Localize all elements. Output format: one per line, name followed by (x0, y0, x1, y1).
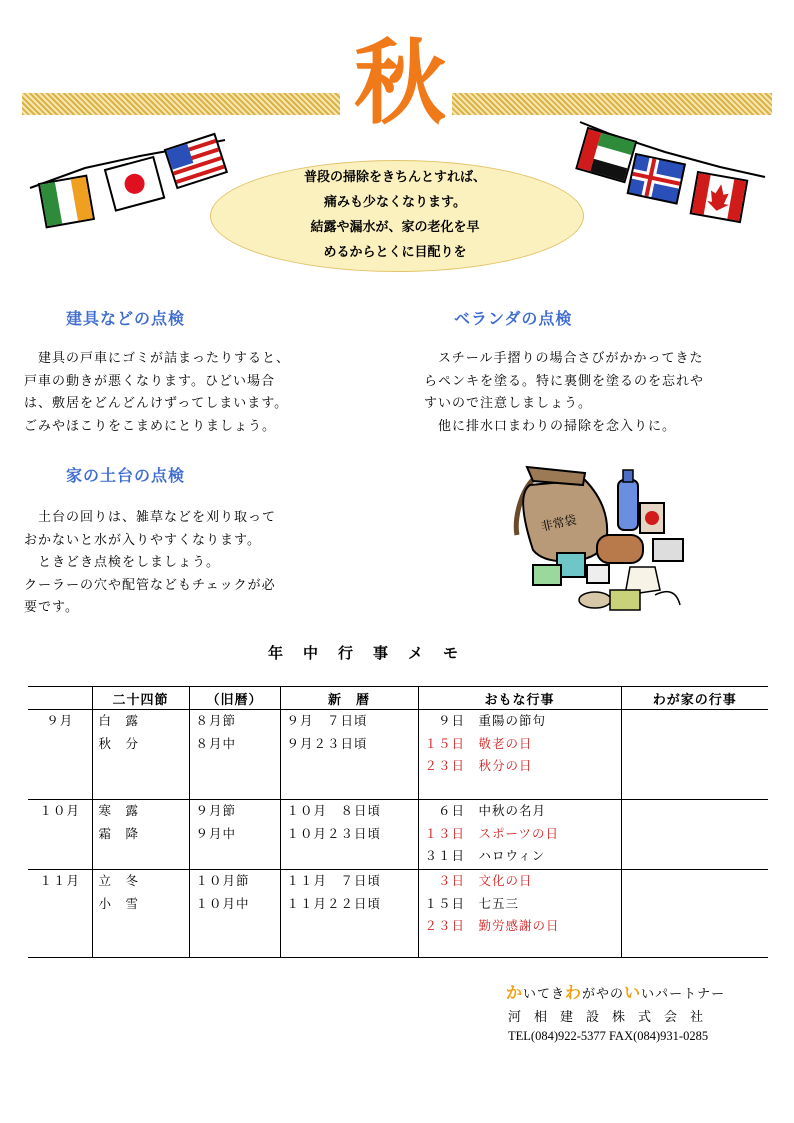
table-header-cell: 二十四節 (92, 687, 189, 710)
flags-right-illustration (570, 112, 780, 242)
shinreki-item: １１月２２日頃 (286, 895, 382, 911)
table-row (28, 870, 768, 958)
emergency-kit-illustration (505, 455, 695, 625)
kyureki-cell (189, 870, 280, 958)
shinreki-item: ９月２３日頃 (286, 735, 368, 751)
sekki-cell (92, 870, 189, 958)
flag-japan-icon (105, 157, 164, 211)
body-line: 建具の戸車にゴミが詰まったりすると、 (24, 351, 291, 366)
tagline-text: いてき (523, 987, 566, 1002)
body-line: 土台の回りは、雑草などを刈り取って (24, 510, 277, 525)
tagline-accent: わ (565, 983, 583, 1002)
events-cell (418, 710, 621, 800)
shinreki-cell (280, 800, 418, 870)
shinreki-cell (280, 870, 418, 958)
event-item: １５日 敬老の日 (424, 735, 533, 751)
kyureki-item: ８月節 (195, 713, 237, 728)
memo-title: 年中行事メモ (268, 644, 479, 662)
body-line: は、敷居をどんどんけずってしまいます。 (24, 396, 289, 411)
flag-uae-icon (576, 128, 636, 182)
flag-canada-icon (691, 172, 748, 222)
body-line: ときどき点検をしましょう。 (24, 555, 221, 570)
table-header-cell (28, 687, 92, 710)
sekki-item: 霜 降 (98, 825, 140, 841)
section-body-dodai (24, 507, 276, 620)
flag-usa-icon (165, 134, 227, 188)
tagline-text: いパートナー (641, 987, 726, 1002)
event-item: １３日 スポーツの日 (424, 825, 560, 841)
tagline-text: がやの (582, 987, 625, 1002)
message-line: 普段の掃除をきちんとすれば、 (303, 170, 486, 185)
section-body-tategu (24, 348, 290, 438)
sekki-item: 小 雪 (98, 895, 140, 911)
body-line: らペンキを塗る。特に裏側を塗るのを忘れや (424, 373, 705, 389)
kyureki-item: ８月中 (195, 735, 237, 751)
table-row (28, 800, 768, 870)
events-table (28, 686, 768, 958)
company-name: 河相建設株式会社 (508, 1010, 717, 1025)
family-events-cell[interactable] (621, 800, 768, 870)
family-events-cell[interactable] (621, 710, 768, 800)
shinreki-item: １１月 ７日頃 (286, 873, 382, 888)
shinreki-item: ９月 ７日頃 (286, 713, 368, 728)
shinreki-item: １０月 ８日頃 (286, 803, 382, 818)
message-line: めるからとくに目配りを (323, 245, 467, 260)
event-item: ３１日 ハロウィン (424, 848, 546, 863)
sekki-cell (92, 710, 189, 800)
body-line: 他に排水口まわりの掃除を念入りに。 (424, 418, 677, 434)
table-header-cell: （旧暦） (189, 687, 280, 710)
section-heading-dodai: 家の土台の点検 (66, 466, 186, 485)
section-heading-tategu: 建具などの点検 (66, 309, 186, 328)
event-item: ２３日 勤労感謝の日 (424, 918, 560, 933)
body-line: ごみやほこりをこまめにとりましょう。 (24, 418, 277, 434)
header-message (230, 165, 560, 265)
shinreki-cell (280, 710, 418, 800)
kyureki-cell (189, 710, 280, 800)
family-events-cell[interactable] (621, 870, 768, 958)
sekki-cell (92, 800, 189, 870)
event-item: ２３日 秋分の日 (424, 758, 533, 773)
kyureki-item: ９月中 (195, 825, 237, 841)
bag-label: 非常袋 (539, 512, 578, 534)
section-body-veranda (424, 348, 704, 438)
event-item: ６日 中秋の名月 (424, 803, 547, 818)
body-line: スチール手摺りの場合さびがかかってきた (424, 351, 704, 366)
table-header-cell: おもな行事 (418, 687, 621, 710)
events-cell (418, 800, 621, 870)
page-title: 秋 (353, 29, 446, 137)
message-line: 痛みも少なくなります。 (324, 195, 466, 210)
sekki-item: 秋 分 (98, 735, 140, 751)
tagline-accent: い (624, 983, 642, 1002)
table-header-cell: わが家の行事 (621, 687, 768, 710)
sekki-item: 寒 露 (98, 803, 140, 818)
company-tagline (506, 980, 725, 1003)
company-contact: TEL(084)922-5377 FAX(084)931-0285 (508, 1029, 709, 1043)
table-header-row (28, 687, 768, 710)
sekki-item: 立 冬 (98, 873, 140, 888)
shinreki-item: １０月２３日頃 (286, 825, 382, 841)
table-row (28, 710, 768, 800)
body-line: クーラーの穴や配管などもチェックが必 (24, 577, 276, 593)
event-item: １５日 七五三 (424, 895, 520, 911)
body-line: おかないと水が入りやすくなります。 (24, 532, 261, 548)
flags-left-illustration (25, 120, 235, 240)
event-item: ９日 重陽の節句 (424, 713, 547, 728)
header-band-left (22, 93, 340, 115)
message-line: 結露や漏水が、家の老化を早 (310, 220, 480, 235)
month-cell: ９月 (28, 710, 92, 800)
kyureki-item: １０月節 (195, 873, 250, 888)
section-heading-veranda: ベランダの点検 (454, 309, 573, 328)
body-line: 要です。 (24, 600, 79, 615)
month-cell: １１月 (28, 870, 92, 958)
body-line: すいので注意しましょう。 (424, 396, 593, 411)
flag-ireland-icon (39, 176, 94, 228)
table-header-cell: 新 暦 (280, 687, 418, 710)
flag-iceland-icon (628, 154, 685, 204)
kyureki-item: １０月中 (195, 895, 250, 911)
events-cell (418, 870, 621, 958)
sekki-item: 白 露 (98, 713, 140, 728)
tagline-accent: か (506, 983, 524, 1002)
body-line: 戸車の動きが悪くなります。ひどい場合 (24, 373, 275, 389)
month-cell: １０月 (28, 800, 92, 870)
event-item: ３日 文化の日 (424, 873, 533, 888)
kyureki-item: ９月節 (195, 803, 237, 818)
kyureki-cell (189, 800, 280, 870)
